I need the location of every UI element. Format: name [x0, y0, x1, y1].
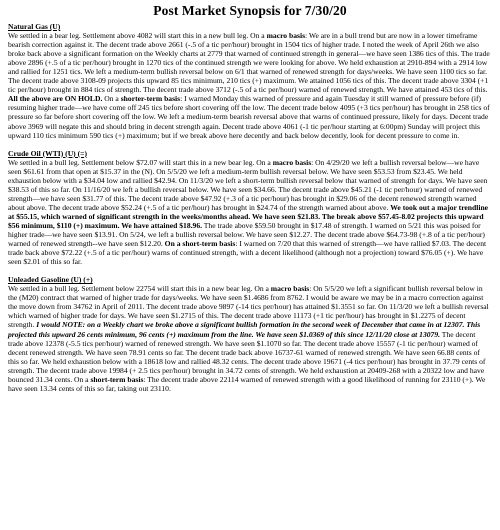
body-text-bold: On a short-term basis [164, 239, 236, 249]
body-text-bold: All the above are ON HOLD. [8, 94, 103, 104]
body-text-bold: shorter-term basis [120, 94, 181, 104]
body-text-bold: short-term basis [90, 374, 144, 384]
sections-container [8, 22, 492, 393]
section-heading: Natural Gas (U) [8, 22, 61, 31]
section-body [8, 284, 492, 393]
section-heading: Crude Oil (WTI) (U) (=) [8, 148, 87, 158]
body-text-bold: macro basis [270, 284, 310, 294]
body-text: We settled in a bear leg. Settlement above 4082 will start this in a new bull leg. On a [8, 31, 267, 41]
body-text: : On 4/29/20 we left a bullish reversal below—we have seen $61.61 from that open at $15.37 in the (N). On 5/5/20 we left a medium-term bullish reversal below. We have seen $53.53 from $23.45. We held exhaustion below with a $34.04 low and rallied $42.94. On 11/3/20 we left a short-term bullish reversal below that warned of strength for days. We have seen $38.53 of this so far. On 11/16/20 we left a bullish reversal below. We have seen $34.66. The decent trade above $45.21 (-1 tic per/hour) warned of renewed strength—we have seen $31.77 of this. The decent trade above $47.92 (+.3 of a tic per/hour) has brought in $29.06 of the decent renewed strength warned about above. The decent trade above $52.24 (+.5 of a tic per/hour) has brought in $24.74 of the strength warned about above. [8, 157, 488, 212]
body-text: We settled in a bull leg. Settlement below 22754 will start this in a new bear leg. On a [8, 284, 271, 294]
section-heading: Unleaded Gasoline (U) (+) [8, 275, 93, 285]
section-body [8, 31, 492, 140]
body-text: The trade above $59.50 brought in $17.48 of strength. I warned on 5/21 this was poised for higher trade—we have seen $13.91. On 5/24, we left a bullish reversal below. We have seen $12.27. The decent trade above $64.73-98 (+.8 of a tic per/hour) warned of renewed strength--we have seen $12.20. [8, 220, 485, 249]
body-text: : On 5/5/20 we left a significant bullish reversal below in the (M20) contract that warned of higher trade for days/weeks. We have seen $1.4686 from 8762. I would be aware we may be in a macro correction against the move down from 34762 in April of 2011. The decent trade above 9897 (-14 tics per/hour) has attained $1.3551 so far. On 11/3/20 we left a bullish reversal which warned of higher trade for days. We have seen $1.2715 of this. The decent trade above 11173 (+1 tic per/hour) has brought in $1.2275 of decent strength. [8, 284, 489, 330]
body-text: The decent trade above 12378 (-5.5 tics per/hour) warned of renewed strength. We have seen $1.1070 so far. The decent trade above 15557 (-1 tic per/hour) warned of decent renewed strength. We have seen 78.91 cents so far. The decent trade back above 16737-61 warned of renewed strength. We have seen 66.88 cents of this so far. We held exhaustion below with a 18618 low and rallied 48.32 cents. The decent trade above 19671 (-4 tics per/hour) has brought in 37.79 cents of strength. The decent trade above 19984 (+ 2.5 tics per/hour) brought in 34.72 cents of strength. We held exhaustion at 20409-268 with a 20322 low and have bounced 31.34 cents. On a [8, 329, 486, 384]
body-text-emphasis [8, 320, 480, 338]
body-text-bold: We took out a major trendline at $55.15, which warned of significant strength in the weeks/months ahead. We have seen $21.83. The break above $57.45-8.02 projects this upward $56 minimum, $110 (+) maximum. We have attained $18.96. [8, 202, 489, 230]
page-title: Post Market Synopsis for 7/30/20 [153, 3, 347, 18]
body-text: We settled in a bull leg. Settlement below $72.07 will start this in a new bear leg. On a [8, 157, 273, 167]
body-text-bold-italic: I would NOTE: on a Weekly chart we broke above a significant bullish formation in the second week of December that came in at 12307. This projected this upward 26 cents minimum, 96 cents (+) maximum from the line. We have seen $1.0369 of this since 12/11/20 close at 13079. [8, 320, 481, 339]
body-text-bold: macro basis [266, 31, 306, 41]
body-text-bold: macro basis [272, 157, 312, 167]
body-text: : I warned Monday this warned of pressure and again Tuesday it still warned of pressure before (if) resuming higher trade—we have come off 245 tics before short covering off the low. The decent trade below 4095 (+3 tics per/hour) has brought in 258 tics of pressure so far before short covering off the low. We left a medium-term bearish reversal above that warns of continued pressure, likely for days. Decent trade above 3969 will negate this and should bring in decent strength again. Decent trade above 4061 (-1 tic per/hour starting at 6:00pm) Sunday will project this upward 110 tics minimum 590 tics (+) maximum; but if we break above here decently and back below decently, look for decent pressure to come in. [8, 94, 490, 140]
body-text: : I warned on 7/20 that this warned of strength—we have rallied $7.03. The decent trade back above $72.22 (+.5 of a tic per/hour) warns of continued strength, with a decent likelihood (although not a projection) toward $76.05 (+). We have seen $2.01 of this so far. [8, 239, 487, 267]
body-text: : The decent trade above 22114 warned of renewed strength with a good likelihood of running for 23110 (+). We have seen 13.34 cents of this so far, taking out 23110. [8, 374, 486, 393]
body-text: : We are in a bull trend but are now in a lower timeframe bearish correction against it. The decent trade above 2661 (-.5 of a tic per/hour) brought in 1504 tics of higher trade. I noted the week of April 26th we also broke back above a significant formation on the Weekly charts at 2779 that warned of continued strength in general—we have seen 1386 tics of this. The trade above 2896 (+.5 of a tic per/hour) brought in 1270 tics of the continued strength we were looking for above. We held exhaustion at 2910-894 with a 2914 low and rallied for 1251 tics. We left a medium-term bullish reversal below on 6/1 that warned of renewed strength for days/weeks. We have seen 1100 tics so far. The decent trade above 3108-09 projects this upward 85 tics minimum, 210 tics (+) maximum. We attained 1056 tics of this. The decent trade above 3304 (+1 tic per/hour) brought in 884 tics of strength. The decent trade above 3712 (-.5 of a tic per/hour) warned of renewed strength. We have attained 453 tics of this. [8, 31, 490, 95]
body-text: On a [102, 94, 121, 104]
section-body [8, 158, 492, 267]
